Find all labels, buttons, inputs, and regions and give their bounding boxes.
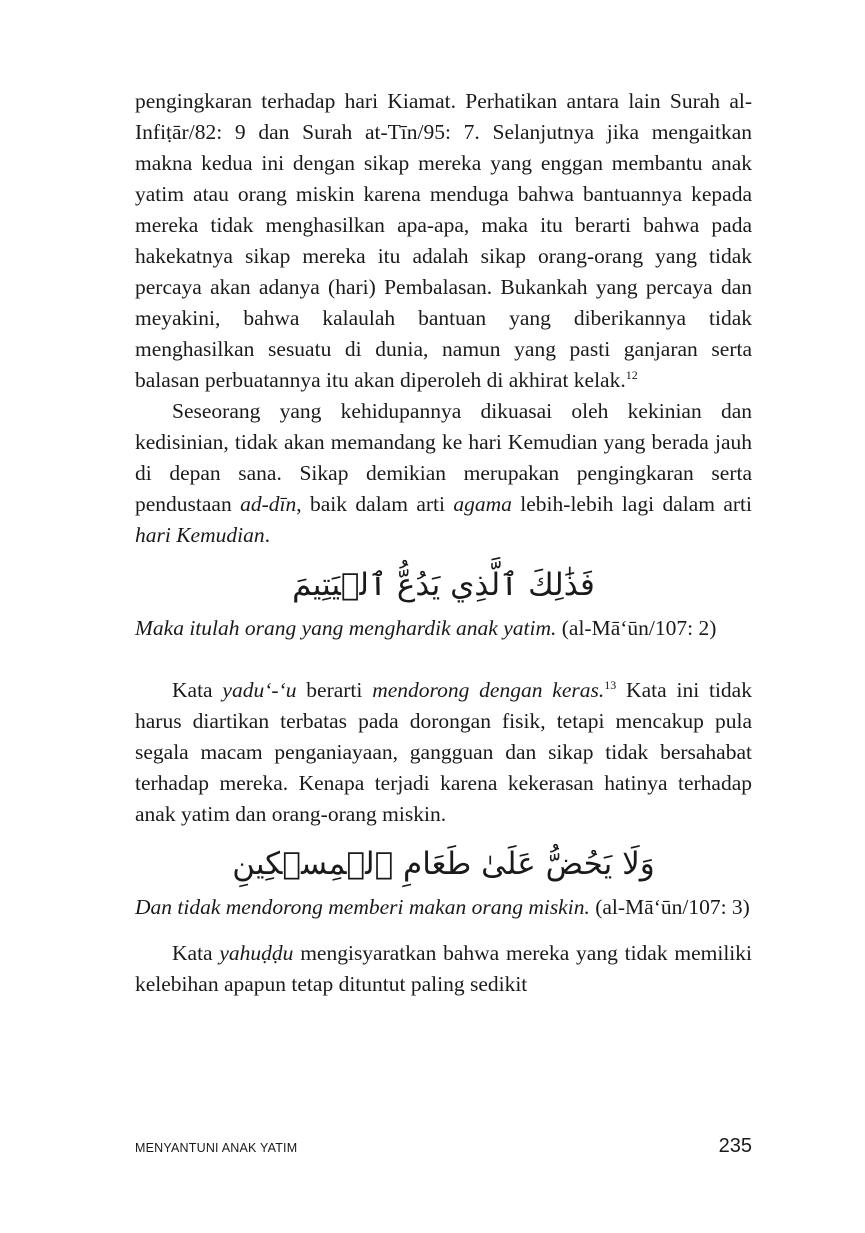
verse-2-translation-line — [135, 892, 752, 923]
verse-2-translation: Dan tidak mendorong memberi makan orang miskin. — [135, 895, 590, 919]
paragraph-2-text-c: lebih-lebih lagi dalam arti — [511, 492, 753, 516]
spacer — [135, 644, 752, 675]
paragraph-2-text-d: . — [264, 523, 270, 547]
term-yahuddu: yahuḍḍu — [219, 941, 294, 965]
verse-1-translation: Maka itulah orang yang menghardik anak yatim. — [135, 616, 557, 640]
paragraph-3 — [135, 675, 752, 830]
term-yadu-u: yadu‘-‘u — [222, 678, 297, 702]
term-hari-kemudian: hari Kemudian — [135, 523, 265, 547]
paragraph-1 — [135, 86, 752, 396]
paragraph-4 — [135, 938, 752, 1000]
quran-verse-1-arabic: فَذَٰلِكَ ٱلَّذِي يَدُعُّ ٱلۡيَتِيمَ — [292, 567, 595, 603]
verse-2-reference: (al-Mā‘ūn/107: 3) — [595, 895, 750, 919]
paragraph-4-text-b: mengisyaratkan bahwa mereka yang tidak memiliki kelebihan apapun tetap dituntut paling sedikit — [135, 941, 753, 996]
paragraph-2 — [135, 396, 752, 551]
term-mendorong: mendorong dengan keras. — [372, 678, 605, 702]
page-body — [135, 86, 752, 1000]
quran-verse-2-arabic: وَلَا يَحُضُّ عَلَىٰ طَعَامِ ٱلۡمِسۡكِينِ — [232, 846, 655, 882]
running-title: MENYANTUNI ANAK YATIM — [135, 1141, 298, 1155]
footnote-ref-12[interactable]: 12 — [625, 367, 638, 382]
verse-1-reference: (al-Mā‘ūn/107: 2) — [561, 616, 717, 640]
term-agama: agama — [453, 492, 512, 516]
paragraph-4-text-a: Kata — [172, 941, 220, 965]
paragraph-3-text-a: Kata — [172, 678, 223, 702]
paragraph-2-text-a: Seseorang yang kehidupannya dikuasai oleh kekinian dan kedisinian, tidak akan memandang ke hari Kemudian yang berada jauh di depan sana. Sikap demikian merupakan pengingkaran serta pendustaan — [135, 399, 752, 516]
verse-1-translation-line — [135, 613, 752, 644]
footnote-ref-13[interactable]: 13 — [604, 677, 617, 692]
page-footer — [135, 1135, 752, 1165]
paragraph-3-text-c: Kata ini tidak harus diartikan terbatas pada dorongan fisik, tetapi mencakup pula segala macam penganiayaan, gangguan dan sikap tidak bersahabat terhadap mereka. Kenapa terjadi karena kekerasan hatinya terhadap anak yatim dan orang-orang miskin. — [135, 678, 752, 826]
paragraph-3-text-b: berarti — [296, 678, 373, 702]
page-number: 235 — [718, 1135, 752, 1157]
paragraph-2-text-b: , baik dalam arti — [296, 492, 454, 516]
paragraph-1-text: pengingkaran terhadap hari Kiamat. Perhatikan antara lain Surah al-Infiṭār/82: 9 dan Surah at-Tīn/95: 7. Selanjutnya jika mengaitkan makna kedua ini dengan sikap mereka yang enggan membantu anak yatim atau orang miskin karena menduga bahwa bantuannya kepada mereka tidak menghasilkan apa-apa, maka itu berarti bahwa pada hakekatnya sikap mereka itu adalah sikap orang-orang yang tidak percaya akan adanya (hari) Pembalasan. Bukankah yang percaya dan meyakini, bahwa kalaulah bantuan yang diberikannya tidak menghasilkan sesuatu di dunia, namun yang pasti ganjaran serta balasan perbuatannya itu akan diperoleh di akhirat kelak. — [135, 89, 752, 392]
term-ad-din: ad-dīn — [240, 492, 297, 516]
